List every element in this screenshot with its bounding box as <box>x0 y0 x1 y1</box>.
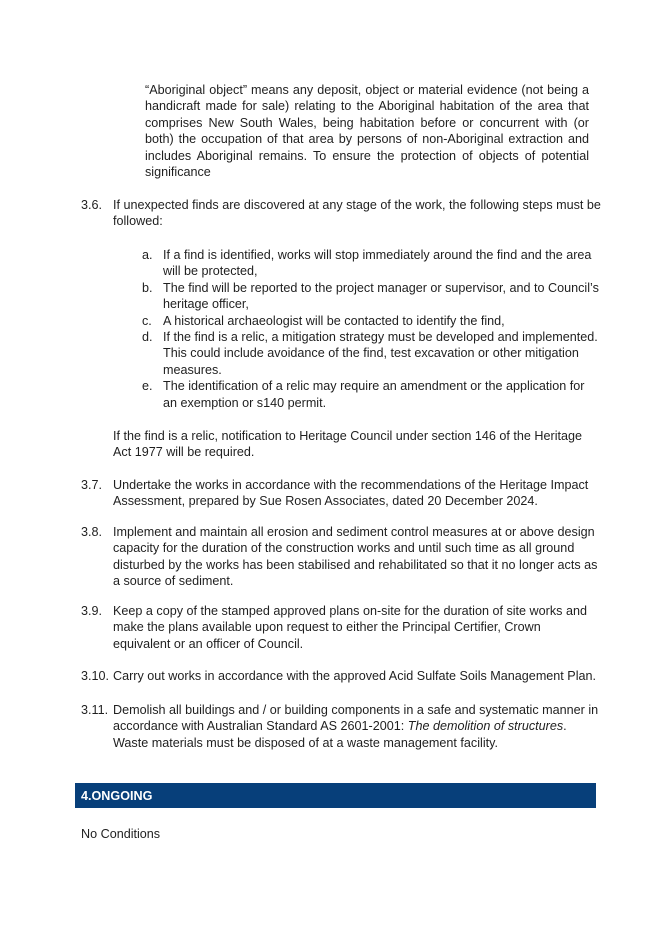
list-letter: e. <box>142 379 153 394</box>
list-text: The find will be reported to the project manager or supervisor, and to Council’s heritage officer, <box>163 280 599 312</box>
clause-number: 3.8. <box>81 525 103 539</box>
clause-3-7 <box>81 477 601 510</box>
clause-3-10 <box>81 668 601 684</box>
section-title: 4.ONGOING <box>81 789 153 803</box>
aboriginal-object-definition: “Aboriginal object” means any deposit, object or material evidence (not being a handicraft made for sale) relating to the Aboriginal habitation of the area that comprises New South Wales, being habitation before or concurrent with (or both) the occupation of that area by persons of non-Aboriginal extraction and includes Aboriginal remains. To ensure the protection of objects of potential significance <box>145 83 589 180</box>
list-letter: d. <box>142 330 153 345</box>
clause-3-6 <box>81 197 601 230</box>
clause-number: 3.9. <box>81 604 103 618</box>
clause-text: Undertake the works in accordance with the recommendations of the Heritage Impact Assessment, prepared by Sue Rosen Associates, dated 20 December 2024. <box>113 478 589 509</box>
clause-number: 3.11. <box>81 703 109 717</box>
list-item <box>142 313 600 329</box>
clause-text-part: Demolish all buildings and / or building components in a safe and systematic manner in accordance with Australian Standard AS 2601-2001: <box>113 703 599 734</box>
list-item <box>142 247 600 280</box>
clause-text: Carry out works in accordance with the approved Acid Sulfate Soils Management Plan. <box>113 669 597 683</box>
list-item <box>142 280 600 313</box>
list-item <box>142 378 600 411</box>
section-header-ongoing <box>75 783 596 808</box>
clause-3-8 <box>81 524 601 590</box>
clause-number: 3.10. <box>81 669 110 683</box>
clause-number: 3.7. <box>81 478 103 492</box>
standard-title: The demolition of structures <box>407 719 564 734</box>
list-item <box>142 329 600 378</box>
relic-notification-note: If the find is a relic, notification to Heritage Council under section 146 of the Heritage Act 1977 will be required. <box>113 429 583 460</box>
list-text: A historical archaeologist will be contacted to identify the find, <box>163 313 505 328</box>
clause-text: Keep a copy of the stamped approved plans on-site for the duration of site works and make the plans available upon request to either the Principal Certifier, Crown equivalent or an officer of Council. <box>113 604 587 651</box>
clause-3-11 <box>81 702 601 751</box>
clause-number: 3.6. <box>81 198 103 212</box>
list-text: The identification of a relic may require an amendment or the application for an exemption or s140 permit. <box>163 379 585 410</box>
section-body: No Conditions <box>81 827 161 841</box>
clause-text: If unexpected finds are discovered at any stage of the work, the following steps must be followed: <box>113 198 601 229</box>
list-text: If the find is a relic, a mitigation strategy must be developed and implemented. This could include avoidance of the find, test excavation or other mitigation measures. <box>163 330 598 377</box>
unexpected-finds-steps <box>142 247 600 411</box>
clause-3-9 <box>81 603 601 652</box>
clause-text: Implement and maintain all erosion and sediment control measures at or above design capacity for the duration of the construction works and until such time as all ground disturbed by the works has been stabilised and rehabilitated so that it no longer acts as a source of sediment. <box>113 525 598 589</box>
list-letter: c. <box>142 313 152 328</box>
clause-text <box>113 702 601 751</box>
clause-text-part: . Waste materials must be disposed of at a waste management facility. <box>113 719 567 750</box>
list-text: If a find is identified, works will stop immediately around the find and the area will be protected, <box>163 248 592 279</box>
list-letter: b. <box>142 280 153 295</box>
list-letter: a. <box>142 248 153 262</box>
